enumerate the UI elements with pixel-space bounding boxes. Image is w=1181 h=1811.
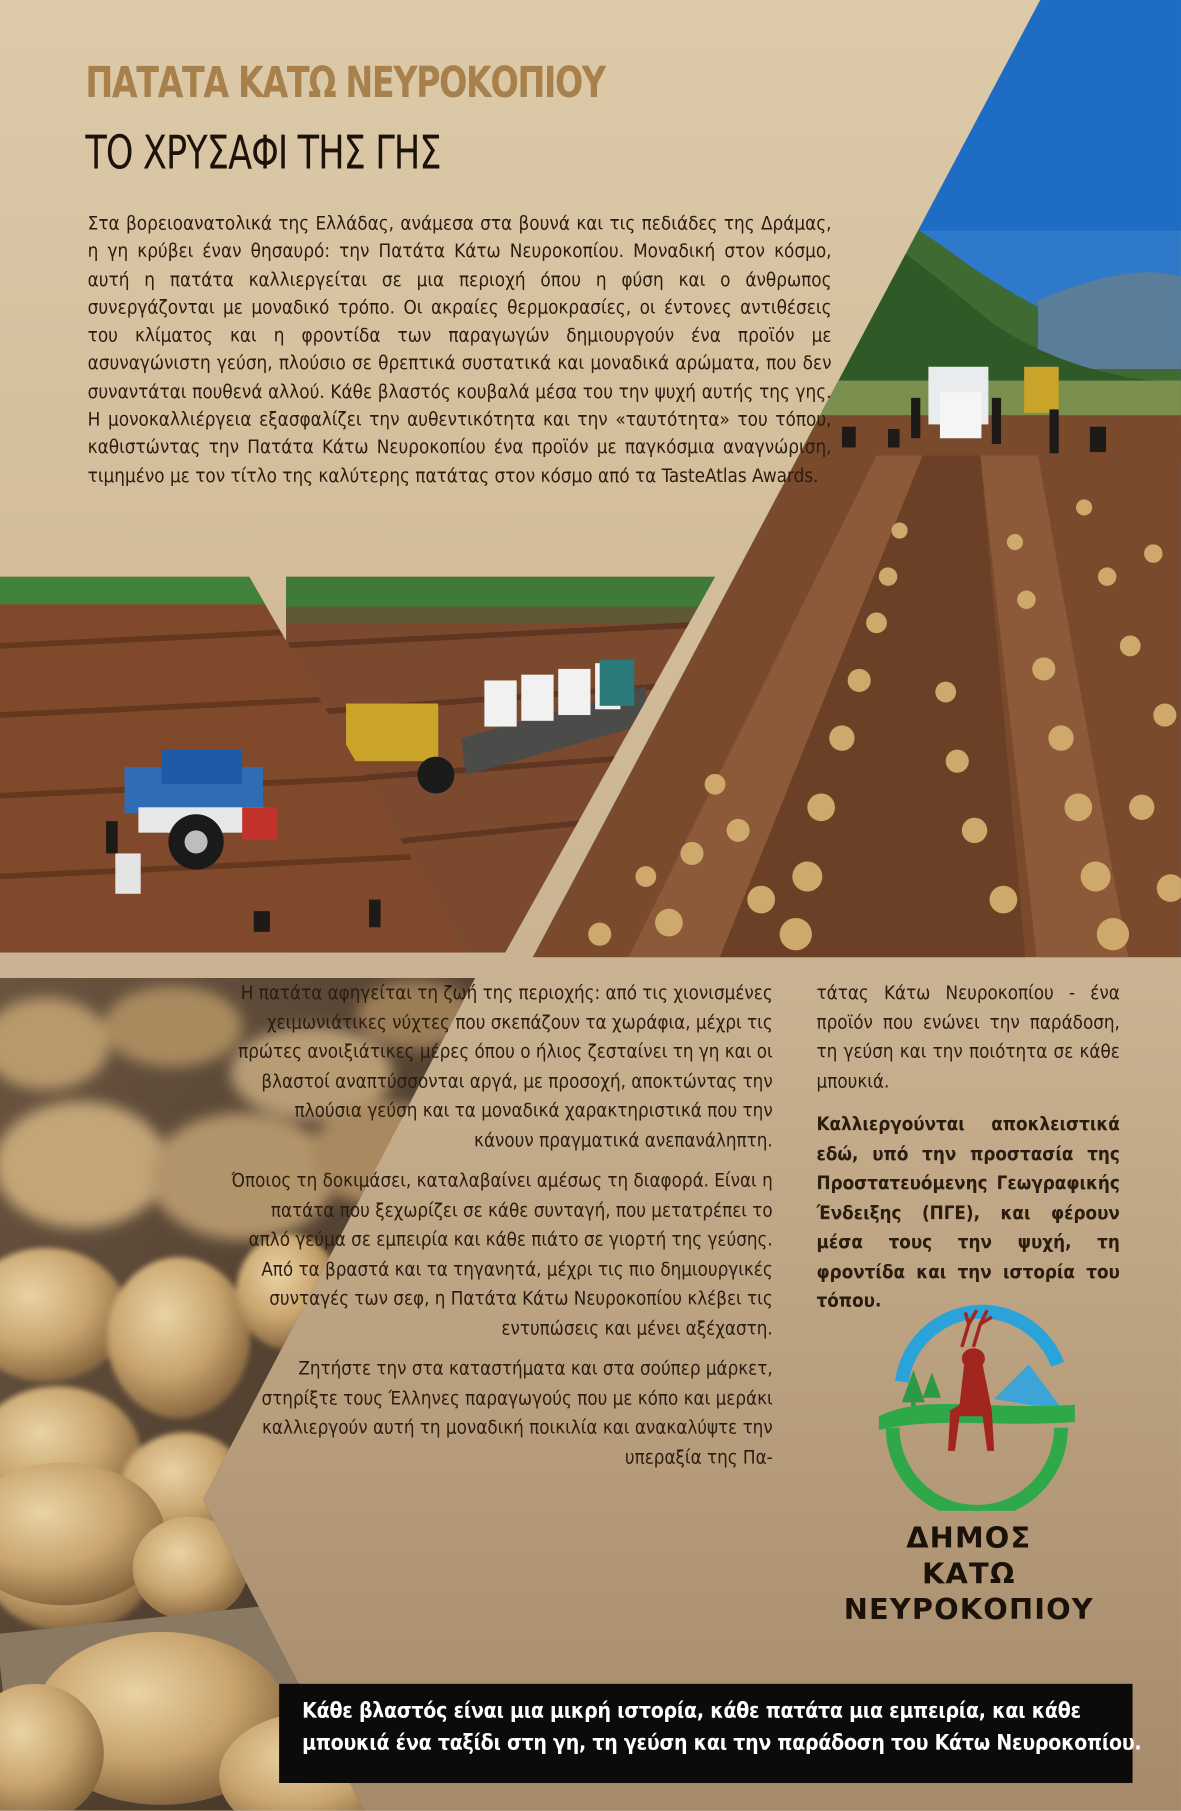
quote-line-2: μπουκιά ένα ταξίδι στη γη, τη γεύση και την παράδοση του Κάτω Νευροκοπίου. — [302, 1731, 1142, 1756]
page-subtitle: ΤΟ ΧΡΥΣΑΦΙ ΤΗΣ ΓΗΣ — [85, 126, 441, 180]
municipality-line-3: ΝΕΥΡΟΚΟΠΙΟΥ — [843, 1592, 1094, 1627]
quote-banner — [279, 1684, 1142, 1783]
right-paragraph-2: Καλλιεργούνται αποκλειστικά εδώ, υπό την προστασία της Προστατευόμενης Γεωγραφικής Ένδειξης (ΠΓΕ), και φέρουν μέσα τους την ψυχή, τη φροντίδα και την ιστορία του τόπου. — [816, 1112, 1120, 1312]
municipality-line-2: ΚΑΤΩ — [922, 1556, 1016, 1591]
right-paragraph-1: τάτας Κάτω Νευροκοπίου - ένα προϊόν που ενώνει την παράδοση, τη γεύση και την ποιότητα σε κάθε μπουκιά. — [816, 981, 1120, 1092]
right-column — [817, 978, 1120, 1329]
middle-paragraph-1: Η πατάτα αφηγείται τη ζωή της περιοχής: από τις χιονισμένες χειμωνιάτικες νύχτες που σκεπάζουν τα χωράφια, μέχρι τις πρώτες ανοιξιάτικες μέρες όπου ο ήλιος ζεσταίνει τη γη και οι βλαστοί αναπτύσσονται αργά, με προσοχή, αποκτώντας την πλούσια γεύση και τα μοναδικά χαρακτηριστικά που την κάνουν πραγματικά ανεπανάληπτη. — [238, 981, 773, 1151]
municipality-line-1: ΔΗΜΟΣ — [906, 1521, 1032, 1555]
middle-paragraph-2: Όποιος τη δοκιμάσει, καταλαβαίνει αμέσως τη διαφορά. Είναι η πατάτα που ξεχωρίζει σε κάθε συνταγή, που μετατρέπει το απλό γεύμα σε εμπειρία και κάθε πιάτο σε γιορτή της γεύσης. Από τα βραστά και τα τηγανητά, μέχρι τις πιο δημιουργικές συνταγές των σεφ, η Πατάτα Κάτω Νευροκοπίου κλέβει τις εντυπώσεις και μένει αξέχαστη. — [231, 1169, 773, 1339]
municipality-logo — [867, 1301, 1086, 1511]
municipality-name — [807, 1520, 1130, 1627]
intro-paragraph: Στα βορειοανατολικά της Ελλάδας, ανάμεσα στα βουνά και τις πεδιάδες της Δράμας, η γη κρύβει έναν θησαυρό: την Πατάτα Κάτω Νευροκοπίου. Μοναδική στον κόσμο, αυτή η πατάτα καλλιεργείται σε μια περιοχή όπου η φύση και ο άνθρωπος συνεργάζονται με μοναδικό τρόπο. Οι ακραίες θερμοκρασίες, οι έντονες αντιθέσεις του κλίματος και η φροντίδα των παραγωγών δημιουργούν ένα προϊόν με ασυναγώνιστη γεύση, πλούσιο σε θρεπτικά συστατικά και μοναδικά αρώματα, που δεν συναντάται πουθενά αλλού. Κάθε βλαστός κουβαλά μέσα του την ψυχή αυτής της γης. Η μονοκαλλιέργεια εξασφαλίζει την αυθεντικότητα και την «ταυτότητα» του τόπου, καθιστώντας την Πατάτα Κάτω Νευροκοπίου ένα προϊόν με παγκόσμια αναγνώριση, τιμημένο με τον τίτλο της καλύτερης πατάτας στον κόσμο από τα TasteAtlas Awards. — [87, 212, 832, 487]
mountain-icon — [994, 1364, 1063, 1410]
middle-paragraph-3: Ζητήστε την στα καταστήματα και στα σούπερ μάρκετ, στηρίξτε τους Έλληνες παραγωγούς που με κόπο και μεράκι καλλιεργούν αυτή τη μοναδική ποικιλία και ανακαλύψτε την υπεραξία της Πα- — [261, 1357, 773, 1468]
page-title: ΠΑΤΑΤΑ ΚΑΤΩ ΝΕΥΡΟΚΟΠΙΟΥ — [85, 57, 605, 108]
deer-icon — [948, 1310, 994, 1451]
middle-column — [231, 978, 773, 1483]
quote-line-1: Κάθε βλαστός είναι μια μικρή ιστορία, κάθε πατάτα μια εμπειρία, και κάθε — [302, 1698, 1081, 1724]
